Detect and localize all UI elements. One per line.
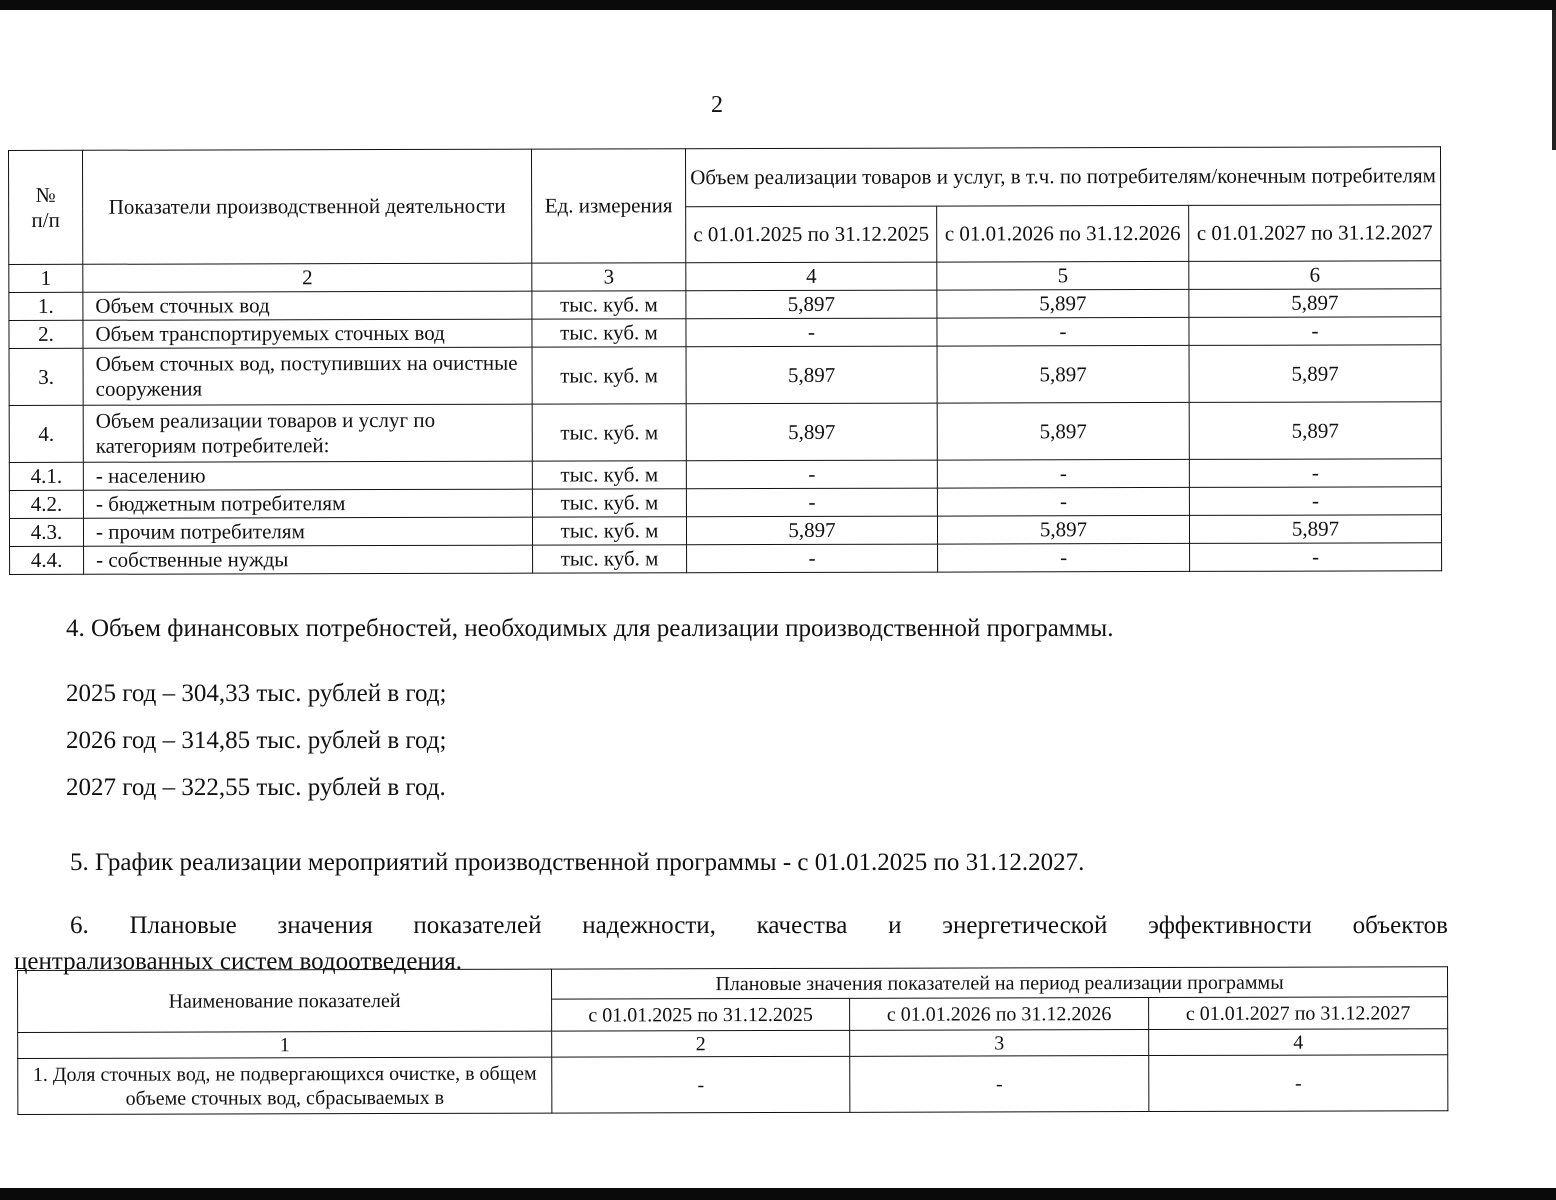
row-name: 1. Доля сточных вод, не подвергающихся очистке, в общем объеме сточных вод, сбрасываемых в: [18, 1057, 552, 1114]
production-indicators-table: [8, 146, 1442, 575]
row-name: - собственные нужды: [84, 545, 533, 574]
table-row: [9, 459, 1441, 491]
table-row: [9, 289, 1441, 321]
table-row: [9, 487, 1441, 519]
col-number: 4: [1149, 1029, 1448, 1056]
header-volume-group: Объем реализации товаров и услуг, в т.ч. по потребителям/конечным потребителям: [685, 147, 1440, 207]
row-value: 5,897: [937, 402, 1189, 460]
column-numbers-row: [18, 1029, 1448, 1059]
col-number: 4: [686, 262, 937, 291]
row-value: -: [1190, 543, 1442, 572]
row-num: 4.4.: [10, 546, 84, 574]
row-value: 5,897: [1189, 289, 1441, 318]
row-unit: тыс. куб. м: [533, 545, 687, 573]
header-unit: Ед. измерения: [531, 149, 685, 263]
col-number: 2: [552, 1030, 850, 1057]
row-value: 5,897: [1189, 515, 1441, 544]
row-num: 4.1.: [9, 462, 83, 490]
row-num: 1.: [9, 292, 83, 320]
row-value: 5,897: [1189, 345, 1441, 403]
row-num: 4.2.: [9, 490, 83, 518]
table-row: [9, 317, 1441, 349]
row-name: - бюджетным потребителям: [83, 489, 532, 518]
scan-border-bottom: [0, 1188, 1556, 1200]
row-num: 2.: [9, 320, 83, 348]
row-value: -: [552, 1056, 850, 1113]
header-period-2026: с 01.01.2026 по 31.12.2026: [937, 205, 1189, 262]
header-indicator: Показатели производственной деятельности: [83, 149, 532, 264]
row-value: -: [686, 460, 937, 489]
row-value: -: [687, 544, 938, 573]
row-unit: тыс. куб. м: [532, 404, 686, 461]
table-row: [9, 402, 1441, 463]
row-value: 5,897: [686, 346, 937, 404]
col-number: 5: [937, 261, 1189, 290]
row-value: -: [937, 487, 1189, 516]
row-value: 5,897: [1189, 402, 1441, 460]
col-number: 1: [9, 264, 83, 292]
row-name: - населению: [83, 461, 532, 490]
row-value: 5,897: [937, 289, 1189, 318]
row-value: -: [850, 1056, 1149, 1113]
section6-title-line1: 6. Плановые значения показателей надежности, качества и энергетической эффективности объектов: [70, 912, 1448, 939]
col-number: 3: [850, 1030, 1149, 1057]
table-header-row: [9, 147, 1441, 209]
row-value: -: [937, 317, 1189, 346]
col-number: 3: [532, 263, 686, 291]
col-number: 1: [18, 1031, 552, 1058]
row-value: -: [1189, 487, 1441, 516]
header-name: Наименование показателей: [18, 969, 552, 1032]
row-value: 5,897: [686, 516, 937, 545]
row-value: 5,897: [686, 403, 937, 461]
header-num: № п/п: [9, 150, 83, 264]
row-value: 5,897: [686, 290, 937, 319]
header-period-2027: с 01.01.2027 по 31.12.2027: [1189, 205, 1441, 262]
table-row: [10, 543, 1442, 575]
header-period-2027: с 01.01.2027 по 31.12.2027: [1149, 997, 1448, 1030]
row-name: Объем сточных вод, поступивших на очистные сооружения: [83, 347, 532, 405]
scan-border-right: [1552, 10, 1556, 150]
table-header-row: [18, 967, 1448, 1001]
row-name: - прочим потребителям: [83, 517, 532, 546]
row-unit: тыс. куб. м: [532, 461, 686, 489]
table-row: [9, 515, 1441, 547]
row-value: -: [686, 488, 937, 517]
row-unit: тыс. куб. м: [532, 291, 686, 319]
row-unit: тыс. куб. м: [532, 517, 686, 545]
planned-indicators-table: [17, 966, 1448, 1115]
section5-title: 5. График реализации мероприятий производственной программы - с 01.01.2025 по 31.12.2027.: [70, 849, 1085, 876]
row-unit: тыс. куб. м: [532, 319, 686, 347]
section4-line-2027: 2027 год – 322,55 тыс. рублей в год.: [66, 774, 446, 801]
row-name: Объем реализации товаров и услуг по категориям потребителей:: [83, 404, 532, 462]
page-number: 2: [711, 92, 723, 118]
row-value: -: [686, 318, 937, 347]
table-row: [9, 345, 1441, 406]
row-value: -: [1149, 1055, 1448, 1112]
row-num: 3.: [9, 348, 83, 405]
row-value: -: [937, 459, 1189, 488]
col-number: 2: [83, 263, 532, 292]
scan-border-top: [0, 0, 1556, 10]
header-planned-group: Плановые значения показателей на период реализации программы: [551, 967, 1447, 999]
section6-title-line2: централизованных систем водоотведения.: [14, 948, 462, 975]
row-num: 4.: [9, 405, 83, 462]
row-value: 5,897: [937, 345, 1189, 403]
col-number: 6: [1189, 261, 1441, 290]
row-unit: тыс. куб. м: [532, 347, 686, 404]
row-value: 5,897: [937, 515, 1189, 544]
row-unit: тыс. куб. м: [532, 489, 686, 517]
header-period-2025: с 01.01.2025 по 31.12.2025: [552, 998, 850, 1031]
section4-line-2025: 2025 год – 304,33 тыс. рублей в год;: [66, 680, 447, 707]
column-numbers-row: [9, 261, 1441, 293]
header-period-2025: с 01.01.2025 по 31.12.2025: [686, 206, 937, 263]
row-name: Объем сточных вод: [83, 291, 532, 320]
row-name: Объем транспортируемых сточных вод: [83, 319, 532, 348]
row-value: -: [1189, 317, 1441, 346]
row-value: -: [1189, 459, 1441, 488]
header-period-2026: с 01.01.2026 по 31.12.2026: [850, 998, 1149, 1031]
row-num: 4.3.: [9, 518, 83, 546]
section4-title: 4. Объем финансовых потребностей, необходимых для реализации производственной программы.: [66, 615, 1114, 642]
row-value: -: [938, 543, 1190, 572]
table-row: [18, 1055, 1448, 1115]
section4-line-2026: 2026 год – 314,85 тыс. рублей в год;: [66, 727, 447, 754]
